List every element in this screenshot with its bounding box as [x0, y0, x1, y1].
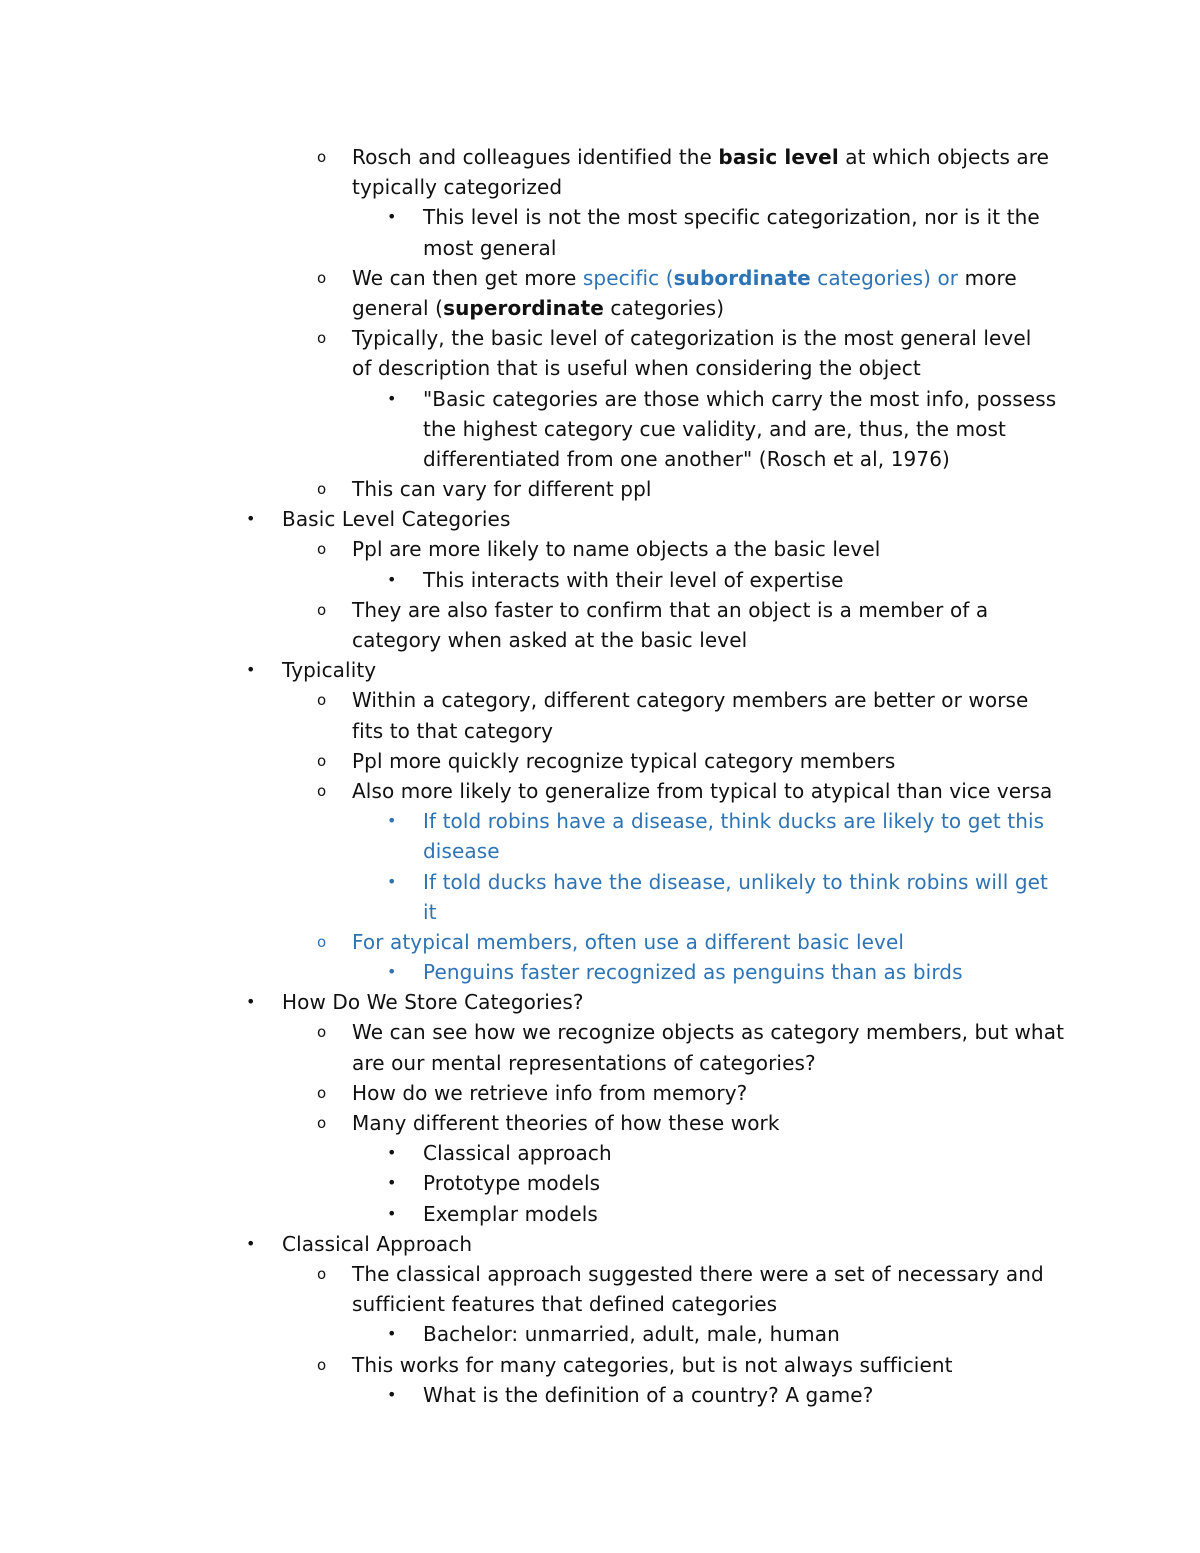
- text-run: it: [423, 899, 437, 924]
- circle-bullet-icon: o: [317, 329, 327, 348]
- line-text: [423, 565, 844, 595]
- outline-line: [0, 1078, 1200, 1108]
- text-run: of description that is useful when considering the object: [352, 356, 921, 381]
- text-run: Ppl more quickly recognize typical category members: [352, 748, 896, 773]
- disc-bullet-icon: •: [387, 1143, 397, 1163]
- text-run: Classical approach: [423, 1141, 612, 1166]
- line-text: [423, 1138, 612, 1168]
- outline-line: [0, 1380, 1200, 1410]
- outline-line: [0, 595, 1200, 625]
- outline-line: [0, 746, 1200, 776]
- text-run: Penguins faster recognized as penguins than as birds: [423, 960, 963, 985]
- line-text: [423, 1380, 873, 1410]
- line-text: [282, 1229, 472, 1259]
- text-run: They are also faster to confirm that an object is a member of a: [352, 597, 989, 622]
- line-text: [423, 836, 500, 866]
- line-text: [352, 625, 747, 655]
- text-run: are our mental representations of categories?: [352, 1050, 816, 1075]
- outline-line: [0, 504, 1200, 534]
- line-text: [423, 233, 557, 263]
- text-run: Bachelor: unmarried, adult, male, human: [423, 1322, 840, 1347]
- outline-line: [0, 897, 1200, 927]
- line-text: [423, 867, 1048, 897]
- line-text: [352, 353, 921, 383]
- line-text: [352, 1350, 953, 1380]
- text-run: The classical approach suggested there were a set of necessary and: [352, 1261, 1044, 1286]
- circle-bullet-icon: o: [317, 480, 327, 499]
- outline-line: [0, 534, 1200, 564]
- line-text: [423, 1199, 598, 1229]
- circle-bullet-icon: o: [317, 268, 327, 287]
- outline-line: [0, 776, 1200, 806]
- text-run: Exemplar models: [423, 1201, 598, 1226]
- text-run: This works for many categories, but is not always sufficient: [352, 1352, 953, 1377]
- line-text: [352, 142, 1049, 172]
- text-run: fits to that category: [352, 718, 554, 743]
- line-text: [352, 172, 562, 202]
- disc-bullet-icon: •: [246, 992, 256, 1012]
- text-run: specific (: [582, 265, 674, 290]
- outline-line: [0, 323, 1200, 353]
- text-run: categories) or: [810, 265, 959, 290]
- circle-bullet-icon: o: [317, 932, 327, 951]
- line-text: [352, 534, 880, 564]
- text-run: category when asked at the basic level: [352, 628, 748, 652]
- text-run: categories): [603, 295, 725, 320]
- text-run: This interacts with their level of expertise: [423, 567, 844, 592]
- line-text: [352, 1108, 780, 1138]
- outline-line: [0, 142, 1200, 172]
- line-text: [352, 1259, 1044, 1289]
- line-text: [352, 716, 553, 746]
- line-text: [352, 323, 1031, 353]
- line-text: [423, 806, 1044, 836]
- text-run: general (: [352, 295, 444, 320]
- disc-bullet-icon: •: [387, 1173, 397, 1193]
- circle-bullet-icon: o: [317, 781, 327, 800]
- bold-term: superordinate: [443, 295, 604, 320]
- text-run: differentiated from one another" (Rosch et al, 1976): [423, 446, 950, 471]
- disc-bullet-icon: •: [387, 811, 397, 831]
- outline-line: [0, 1350, 1200, 1380]
- outline-line: [0, 202, 1200, 232]
- line-text: [352, 1289, 777, 1319]
- text-run: Ppl are more likely to name objects a the basic level: [352, 537, 881, 562]
- text-run: Classical Approach: [282, 1231, 473, 1256]
- outline-line: [0, 1048, 1200, 1078]
- notes-outline: [0, 142, 1200, 1410]
- text-run: Typically, the basic level of categorization is the most general level: [352, 326, 1032, 351]
- outline-line: [0, 172, 1200, 202]
- outline-line: [0, 1289, 1200, 1319]
- text-run: How do we retrieve info from memory?: [352, 1080, 748, 1105]
- outline-line: [0, 1138, 1200, 1168]
- line-text: [423, 957, 963, 987]
- outline-line: [0, 1199, 1200, 1229]
- text-run: more: [958, 265, 1017, 290]
- text-run: This can vary for different ppl: [352, 477, 652, 502]
- text-run: Prototype models: [423, 1171, 601, 1196]
- outline-line: [0, 1108, 1200, 1138]
- text-run: Many different theories of how these work: [352, 1111, 780, 1135]
- text-run: disease: [423, 839, 500, 864]
- outline-line: [0, 414, 1200, 444]
- circle-bullet-icon: o: [317, 1264, 327, 1283]
- text-run: at which objects are: [838, 145, 1050, 169]
- line-text: [352, 927, 904, 957]
- outline-line: [0, 474, 1200, 504]
- circle-bullet-icon: o: [317, 1114, 327, 1132]
- disc-bullet-icon: •: [246, 1233, 256, 1253]
- circle-bullet-icon: o: [317, 540, 327, 559]
- outline-line: [0, 685, 1200, 715]
- line-text: [352, 474, 652, 504]
- outline-line: [0, 233, 1200, 263]
- bold-term: basic level: [718, 145, 839, 169]
- text-run: the highest category cue validity, and are, thus, the most: [423, 416, 1006, 441]
- outline-line: [0, 1168, 1200, 1198]
- line-text: [352, 263, 1017, 293]
- outline-line: [0, 867, 1200, 897]
- line-text: [352, 595, 988, 625]
- outline-line: [0, 957, 1200, 987]
- outline-line: [0, 927, 1200, 957]
- circle-bullet-icon: o: [317, 148, 327, 166]
- circle-bullet-icon: o: [317, 600, 327, 619]
- disc-bullet-icon: •: [387, 1203, 397, 1223]
- text-run: For atypical members, often use a different basic level: [352, 929, 905, 954]
- outline-line: [0, 565, 1200, 595]
- outline-line: [0, 1229, 1200, 1259]
- line-text: [282, 504, 510, 534]
- line-text: [423, 1319, 840, 1349]
- line-text: [423, 1168, 600, 1198]
- outline-line: [0, 263, 1200, 293]
- circle-bullet-icon: o: [317, 1023, 327, 1042]
- line-text: [423, 202, 1040, 232]
- disc-bullet-icon: •: [387, 207, 397, 227]
- line-text: [352, 1048, 816, 1078]
- disc-bullet-icon: •: [387, 388, 397, 408]
- line-text: [352, 1017, 1064, 1047]
- disc-bullet-icon: •: [246, 509, 256, 529]
- disc-bullet-icon: •: [387, 569, 397, 589]
- text-run: If told ducks have the disease, unlikely to think robins will get: [423, 869, 1048, 894]
- disc-bullet-icon: •: [387, 1324, 397, 1344]
- disc-bullet-icon: •: [387, 871, 397, 891]
- outline-line: [0, 293, 1200, 323]
- bold-term: subordinate: [673, 265, 811, 290]
- outline-line: [0, 1259, 1200, 1289]
- line-text: [352, 746, 895, 776]
- line-text: [282, 987, 584, 1017]
- outline-line: [0, 444, 1200, 474]
- disc-bullet-icon: •: [387, 962, 397, 982]
- text-run: typically categorized: [352, 175, 563, 200]
- circle-bullet-icon: o: [317, 691, 327, 710]
- text-run: How Do We Store Categories?: [282, 990, 584, 1015]
- text-run: sufficient features that defined categories: [352, 1292, 778, 1317]
- outline-line: [0, 384, 1200, 414]
- line-text: [282, 655, 376, 685]
- outline-line: [0, 353, 1200, 383]
- text-run: most general: [423, 235, 557, 260]
- outline-line: [0, 716, 1200, 746]
- outline-line: [0, 1017, 1200, 1047]
- text-run: Within a category, different category members are better or worse: [352, 688, 1029, 713]
- text-run: Rosch and colleagues identified the: [352, 145, 719, 169]
- line-text: [423, 414, 1006, 444]
- text-run: Also more likely to generalize from typical to atypical than vice versa: [352, 778, 1053, 803]
- outline-line: [0, 655, 1200, 685]
- disc-bullet-icon: •: [246, 660, 256, 680]
- outline-line: [0, 836, 1200, 866]
- line-text: [352, 685, 1028, 715]
- text-run: We can then get more: [352, 265, 583, 290]
- text-run: This level is not the most specific categorization, nor is it the: [423, 205, 1040, 230]
- text-run: Basic Level Categories: [282, 507, 511, 532]
- line-text: [423, 444, 950, 474]
- disc-bullet-icon: •: [387, 1384, 397, 1404]
- outline-line: [0, 1319, 1200, 1349]
- outline-line: [0, 806, 1200, 836]
- line-text: [352, 1078, 747, 1108]
- outline-line: [0, 625, 1200, 655]
- line-text: [352, 776, 1052, 806]
- text-run: What is the definition of a country? A game?: [423, 1382, 874, 1407]
- outline-line: [0, 987, 1200, 1017]
- circle-bullet-icon: o: [317, 1355, 327, 1374]
- circle-bullet-icon: o: [317, 1083, 327, 1102]
- line-text: [352, 293, 724, 323]
- text-run: Typicality: [282, 658, 377, 683]
- text-run: "Basic categories are those which carry the most info, possess: [423, 386, 1057, 411]
- line-text: [423, 897, 437, 927]
- text-run: If told robins have a disease, think ducks are likely to get this: [423, 809, 1045, 834]
- line-text: [423, 384, 1056, 414]
- circle-bullet-icon: o: [317, 751, 327, 770]
- text-run: We can see how we recognize objects as category members, but what: [352, 1020, 1065, 1045]
